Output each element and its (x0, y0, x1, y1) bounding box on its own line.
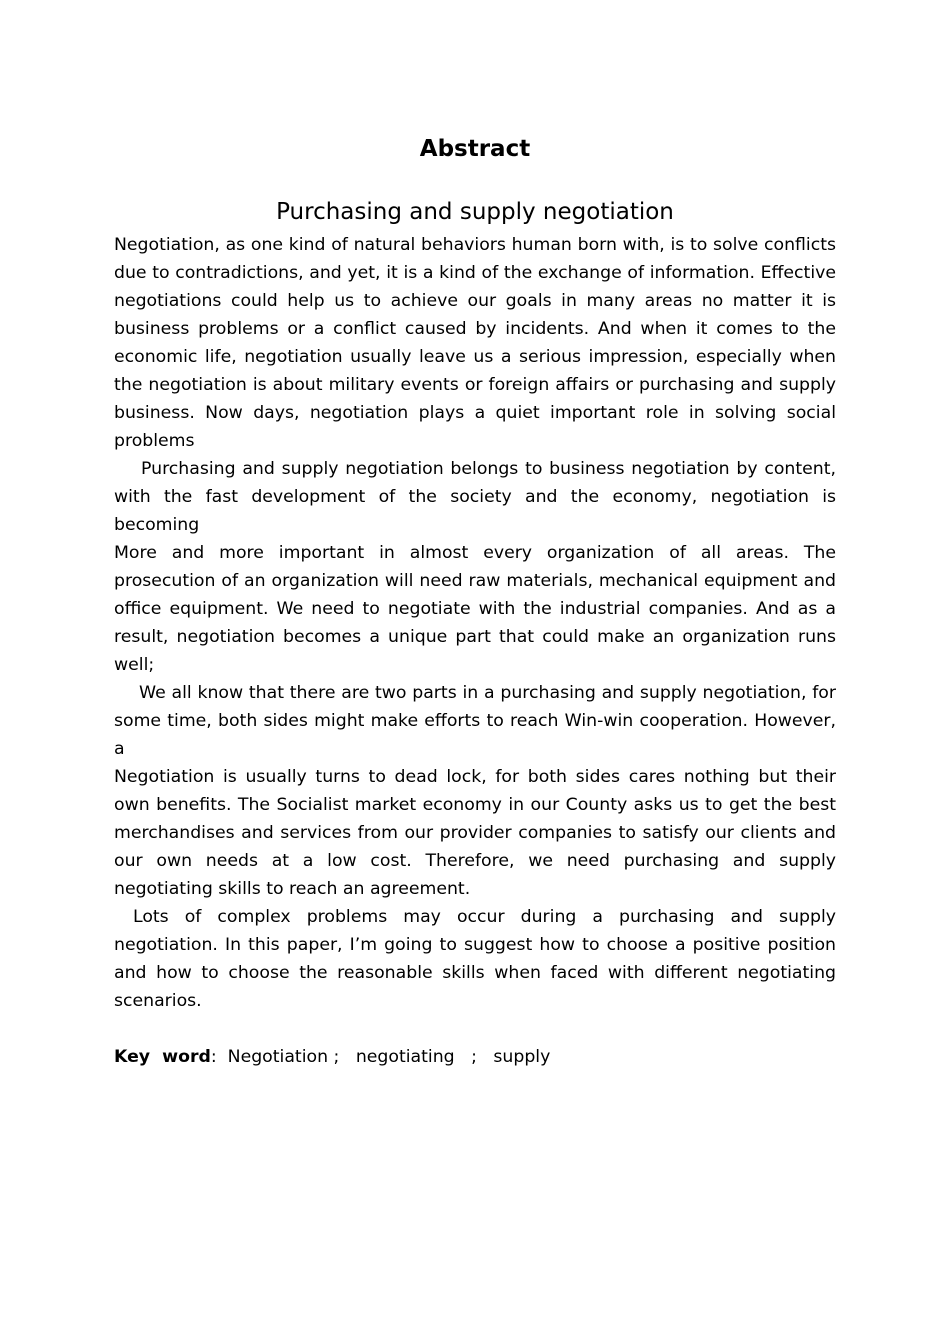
keywords-list: : Negotiation ; negotiating ; supply (210, 1047, 551, 1067)
paper-title: Purchasing and supply negotiation (276, 199, 674, 225)
abstract-body (114, 231, 836, 1015)
keywords-label: Key word (114, 1047, 211, 1067)
abstract-paragraph: More and more important in almost every organization of all areas. The prosecution of an organization will need raw materials, mechanical equipment and office equipment. We need to negotiate with the industrial companies. And as a result, negotiation becomes a unique part that could make an organization runs well; (114, 543, 836, 675)
abstract-heading: Abstract (419, 136, 531, 162)
abstract-paragraph: Lots of complex problems may occur during a purchasing and supply negotiation. In this paper, I’m going to suggest how to choose a positive position and how to choose the reasonable skills when faced with different negotiating scenarios. (114, 907, 836, 1011)
abstract-paragraph: Negotiation is usually turns to dead lock, for both sides cares nothing but their own benefits. The Socialist market economy in our County asks us to get the best merchandises and services from our provider companies to satisfy our clients and our own needs at a low cost. Therefore, we need purchasing and supply negotiating skills to reach an agreement. (114, 767, 836, 899)
abstract-paragraph: We all know that there are two parts in a purchasing and supply negotiation, for some time, both sides might make efforts to reach Win-win cooperation. However, a (114, 683, 836, 759)
abstract-paragraph: Purchasing and supply negotiation belongs to business negotiation by content, with the fast development of the society and the economy, negotiation is becoming (114, 459, 836, 535)
abstract-paragraph: Negotiation, as one kind of natural behaviors human born with, is to solve conflicts due to contradictions, and yet, it is a kind of the exchange of information. Effective negotiations could help us to achieve our goals in many areas no matter it is business problems or a conflict caused by incidents. And when it comes to the economic life, negotiation usually leave us a serious impression, especially when the negotiation is about military events or foreign affairs or purchasing and supply business. Now days, negotiation plays a quiet important role in solving social problems (114, 235, 836, 451)
keywords-line (114, 1043, 836, 1071)
